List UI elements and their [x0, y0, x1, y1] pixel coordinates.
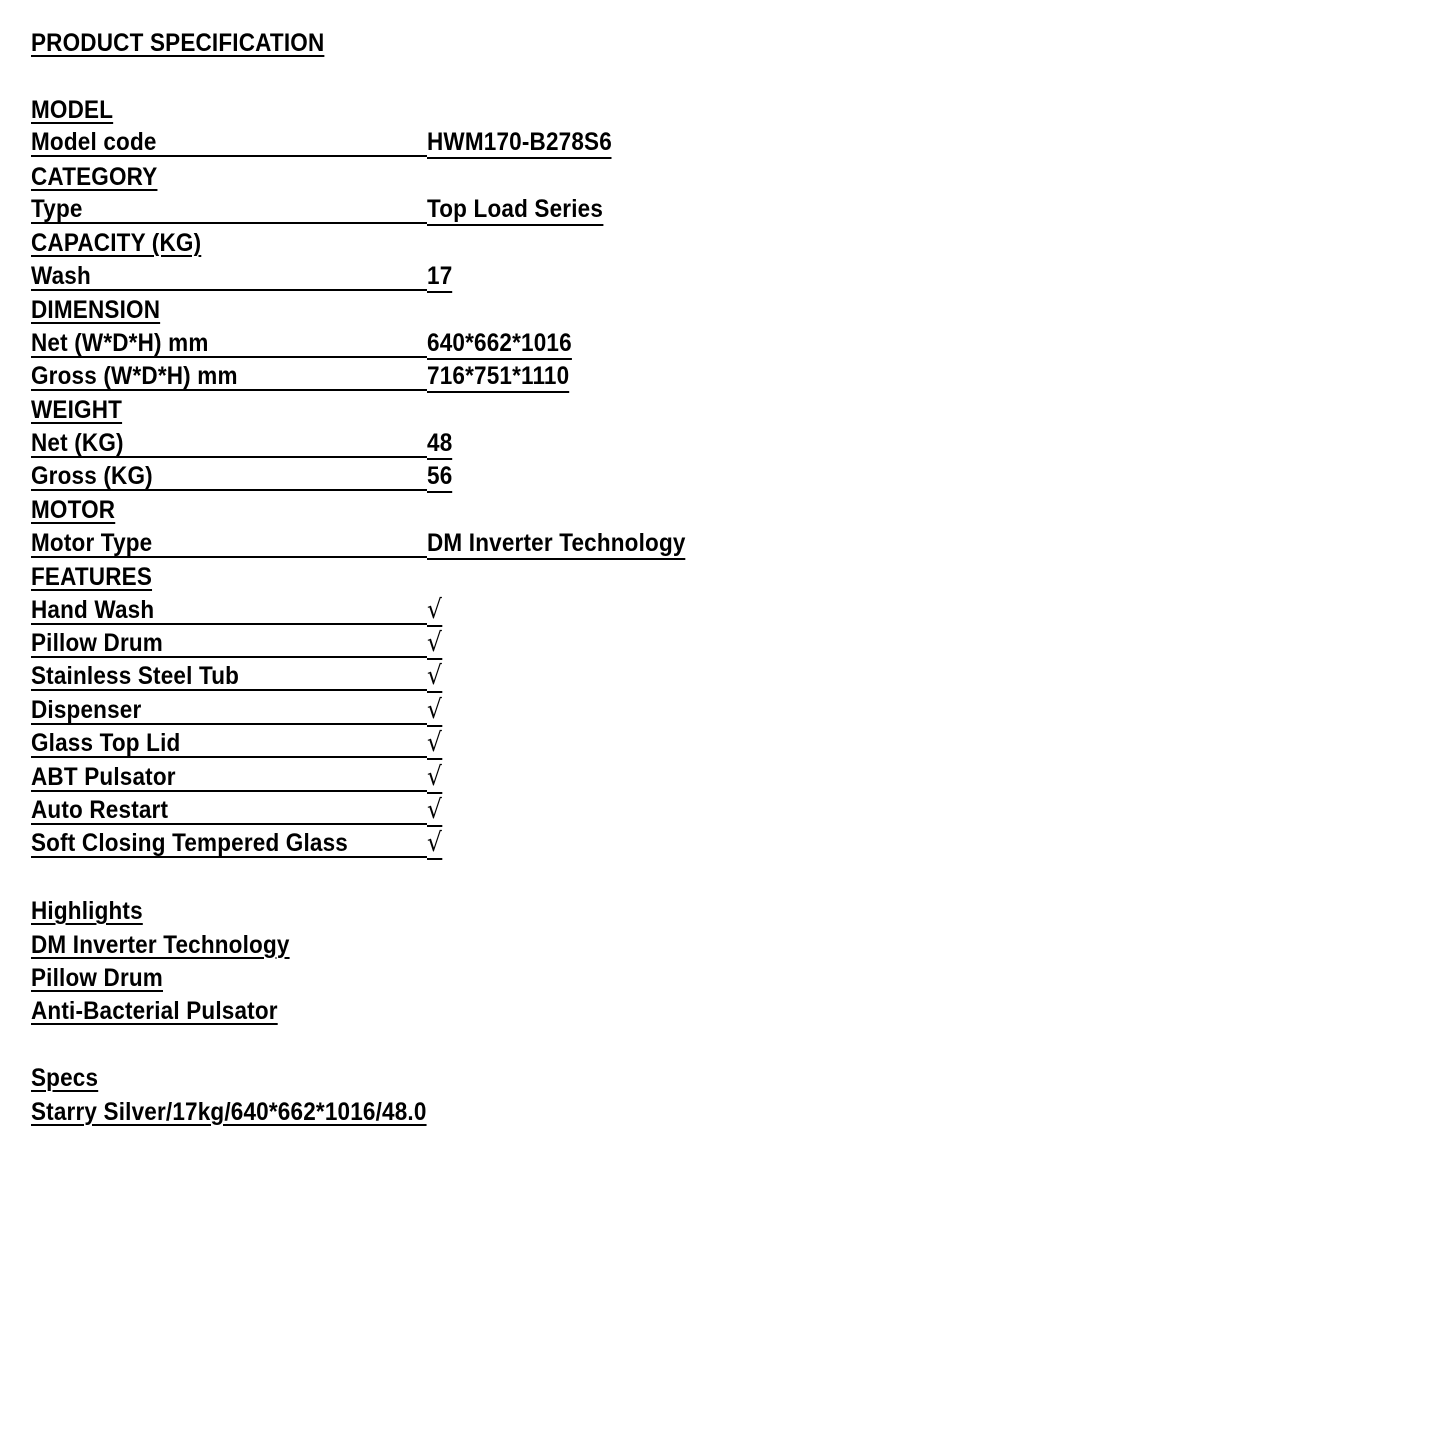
spec-label: Gross (KG) [31, 461, 427, 491]
checkmark-icon: √ [427, 594, 443, 625]
spec-label: Gross (W*D*H) mm [31, 361, 427, 391]
spec-row-net-dimension [31, 328, 841, 361]
feature-row-pillow-drum [31, 628, 841, 661]
spec-value: Top Load Series [427, 194, 603, 226]
section-heading-category: CATEGORY [31, 162, 158, 191]
checkmark-icon: √ [427, 628, 443, 659]
spec-label: Motor Type [31, 528, 427, 558]
checkmark-icon: √ [427, 694, 443, 725]
page-title: PRODUCT SPECIFICATION [31, 29, 325, 57]
feature-label: Stainless Steel Tub [31, 661, 427, 691]
checkmark-icon: √ [427, 728, 443, 759]
feature-row-auto-restart [31, 795, 841, 828]
feature-label: Glass Top Lid [31, 728, 427, 758]
highlight-item: Pillow Drum [31, 963, 164, 992]
spec-value: 640*662*1016 [427, 328, 572, 360]
feature-row-hand-wash [31, 595, 841, 628]
section-heading-features: FEATURES [31, 563, 153, 592]
feature-row-stainless-steel-tub [31, 661, 841, 694]
spec-value: 48 [427, 428, 452, 460]
spec-row-gross-weight [31, 461, 841, 494]
spec-value: DM Inverter Technology [427, 528, 686, 560]
feature-row-soft-closing-glass [31, 828, 841, 861]
specs-heading: Specs [31, 1064, 99, 1093]
highlight-item: DM Inverter Technology [31, 930, 290, 959]
spec-row-model-code [31, 127, 841, 160]
checkmark-icon: √ [427, 761, 443, 792]
spec-label: Net (W*D*H) mm [31, 328, 427, 358]
section-heading-dimension: DIMENSION [31, 296, 161, 325]
spec-row-motor-type [31, 528, 841, 561]
specs-summary: Starry Silver/17kg/640*662*1016/48.0 [31, 1097, 427, 1126]
spec-value: 17 [427, 261, 452, 293]
section-heading-model: MODEL [31, 95, 114, 124]
spec-label: Wash [31, 261, 427, 291]
spec-value: 716*751*1110 [427, 361, 569, 393]
spec-document [31, 27, 931, 1129]
highlights-heading: Highlights [31, 897, 143, 926]
feature-row-abt-pulsator [31, 762, 841, 795]
section-heading-capacity: CAPACITY (KG) [31, 229, 202, 258]
spec-row-gross-dimension [31, 361, 841, 394]
spec-row-net-weight [31, 428, 841, 461]
feature-label: Dispenser [31, 695, 427, 725]
spec-label: Net (KG) [31, 428, 427, 458]
section-heading-motor: MOTOR [31, 496, 116, 525]
checkmark-icon: √ [427, 828, 443, 859]
spec-label: Type [31, 194, 427, 224]
feature-label: Auto Restart [31, 795, 427, 825]
feature-label: Pillow Drum [31, 628, 427, 658]
section-heading-weight: WEIGHT [31, 396, 123, 425]
feature-row-dispenser [31, 695, 841, 728]
spec-value: HWM170-B278S6 [427, 127, 612, 159]
checkmark-icon: √ [427, 794, 443, 825]
checkmark-icon: √ [427, 661, 443, 692]
highlight-item: Anti-Bacterial Pulsator [31, 997, 278, 1026]
feature-label: Hand Wash [31, 595, 427, 625]
spec-label: Model code [31, 127, 427, 157]
feature-label: Soft Closing Tempered Glass [31, 828, 427, 858]
spec-row-wash [31, 261, 841, 294]
feature-label: ABT Pulsator [31, 762, 427, 792]
spec-value: 56 [427, 461, 452, 493]
feature-row-glass-top-lid [31, 728, 841, 761]
spec-row-type [31, 194, 841, 227]
